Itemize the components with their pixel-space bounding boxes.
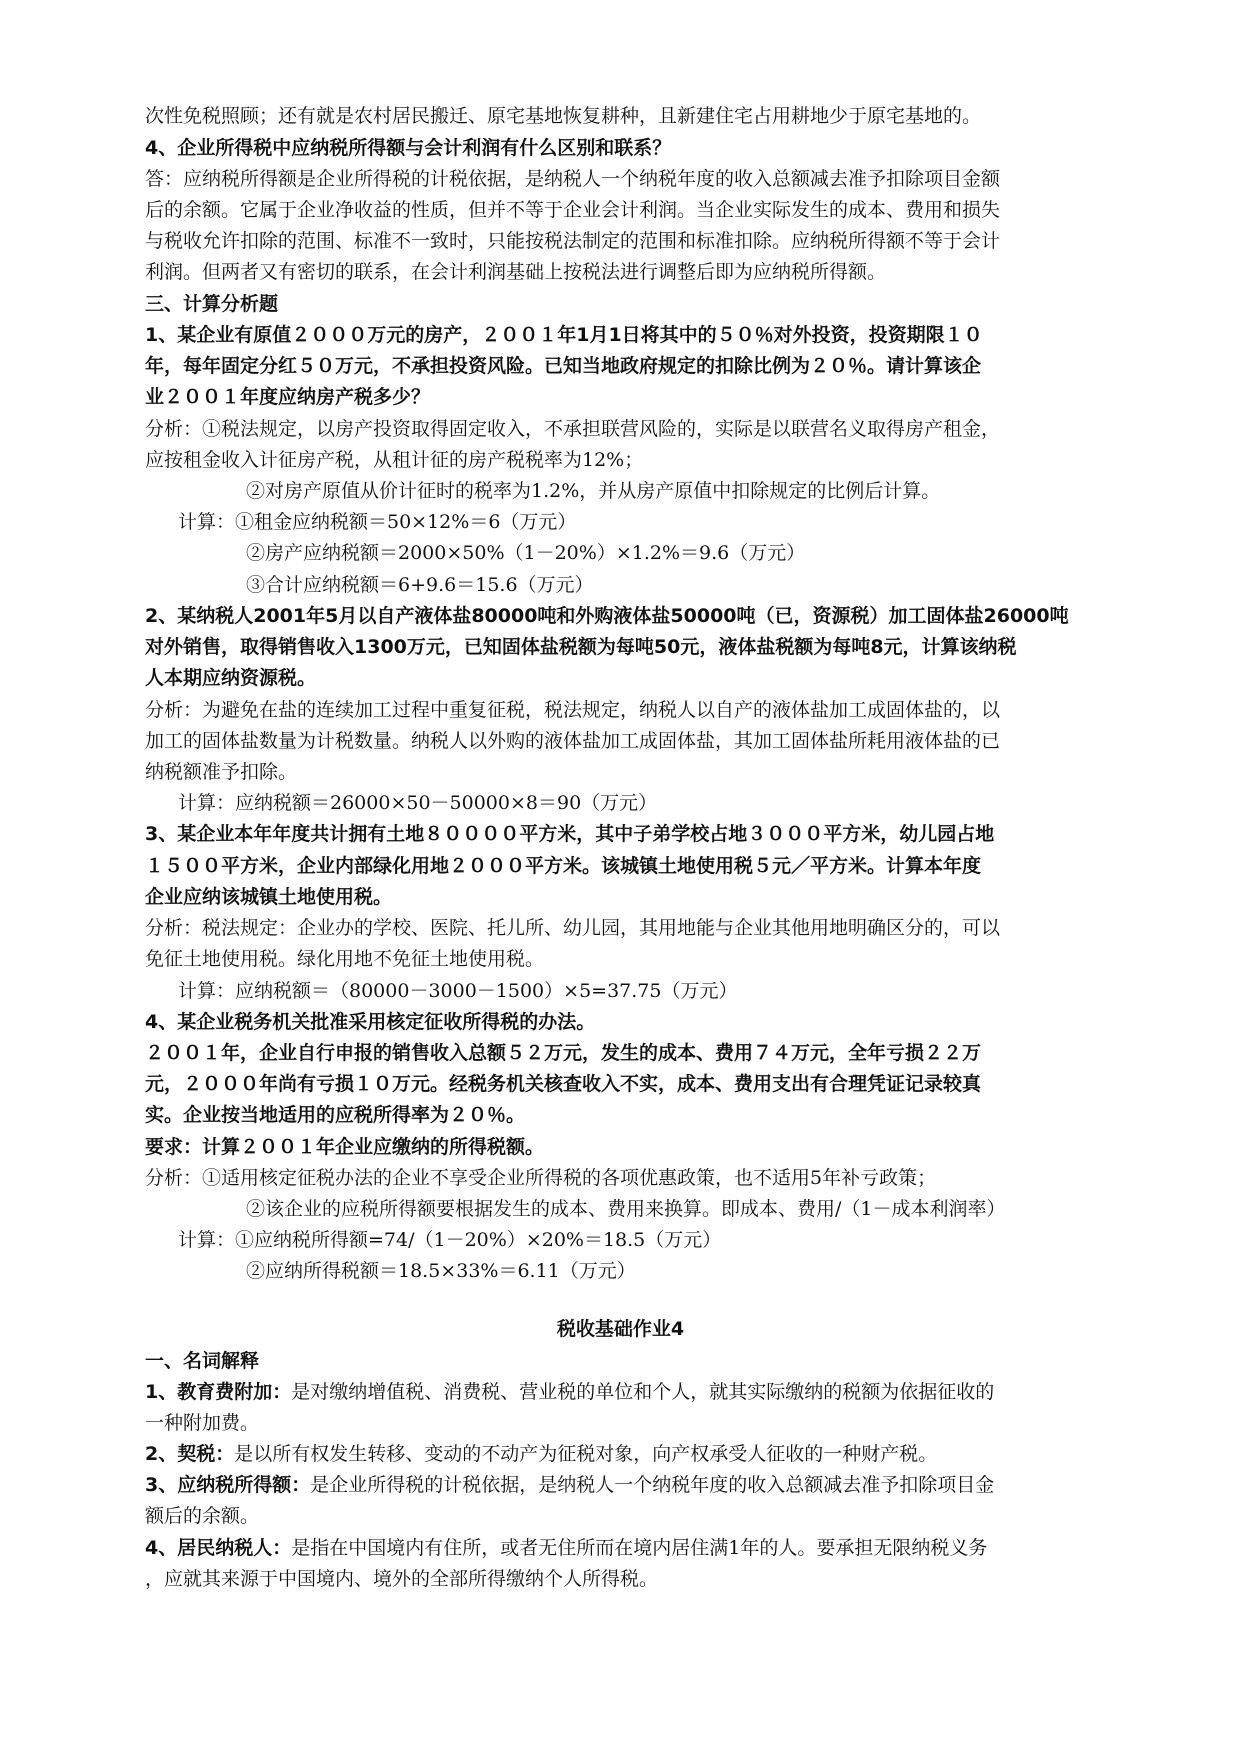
problem-text: 1、某企业有原值２０００万元的房产，２００１年1月1日将其中的５０％对外投资，投资期限１０ — [145, 324, 983, 346]
text-line: 答：应纳税所得额是企业所得税的计税依据，是纳税人一个纳税年度的收入总额减去准予扣除项目金额 — [145, 168, 1001, 190]
problem-text: 实。企业按当地适用的应税所得率为２０％。 — [145, 1104, 526, 1126]
term-label: 2、契税： — [145, 1443, 235, 1465]
definition-text: 是指在中国境内有住所，或者无住所而在境内居住满1年的人。要承担无限纳税义务 — [291, 1537, 988, 1559]
definition-line — [145, 1443, 937, 1465]
definition-text: 是企业所得税的计税依据，是纳税人一个纳税年度的收入总额减去准予扣除项目金 — [310, 1474, 995, 1496]
section-heading: 一、名词解释 — [145, 1350, 260, 1372]
problem-text: １５００平方米，企业内部绿化用地２０００平方米。该城镇土地使用税５元／平方米。计算本年度 — [145, 855, 982, 877]
definition-text: 是对缴纳增值税、消费税、营业税的单位和个人，就其实际缴纳的税额为依据征收的 — [291, 1381, 995, 1403]
problem-text: 要求：计算２００１年企业应缴纳的所得税额。 — [145, 1136, 545, 1158]
analysis-line: 分析：①适用核定征税办法的企业不享受企业所得税的各项优惠政策，也不适用5年补亏政策； — [145, 1167, 937, 1189]
calc-line: ②应纳所得税额＝18.5×33%＝6.11（万元） — [246, 1260, 636, 1282]
problem-text: 3、某企业本年年度共计拥有土地８００００平方米，其中子弟学校占地３０００平方米，幼儿园占地 — [145, 823, 995, 845]
question-heading: 4、企业所得税中应纳税所得额与会计利润有什么区别和联系？ — [145, 137, 672, 159]
assignment-title: 税收基础作业4 — [556, 1318, 685, 1340]
analysis-line: 纳税额准予扣除。 — [145, 761, 298, 783]
analysis-line: 分析：为避免在盐的连续加工过程中重复征税，税法规定，纳税人以自产的液体盐加工成固体盐的，以 — [145, 699, 1001, 721]
calc-line: ②房产应纳税额＝2000×50%（1－20%）×1.2%＝9.6（万元） — [246, 542, 806, 564]
term-label: 1、教育费附加： — [145, 1381, 292, 1403]
problem-text: 年，每年固定分红５０万元，不承担投资风险。已知当地政府规定的扣除比例为２０％。请计算该企 — [145, 355, 982, 377]
definition-line — [145, 1381, 994, 1403]
analysis-line: ②对房产原值从价计征时的税率为1.2%，并从房产原值中扣除规定的比例后计算。 — [246, 480, 941, 502]
definition-line: ，应就其来源于中国境内、境外的全部所得缴纳个人所得税。 — [145, 1568, 659, 1590]
definition-line — [145, 1474, 994, 1496]
problem-text: 4、某企业税务机关批准采用核定征收所得税的办法。 — [145, 1011, 596, 1033]
text-line: 利润。但两者又有密切的联系，在会计利润基础上按税法进行调整后即为应纳税所得额。 — [145, 261, 887, 283]
section-heading: 三、计算分析题 — [145, 293, 279, 315]
analysis-line: 加工的固体盐数量为计税数量。纳税人以外购的液体盐加工成固体盐，其加工固体盐所耗用液体盐的已 — [145, 730, 1001, 752]
analysis-line: 分析：税法规定：企业办的学校、医院、托儿所、幼儿园，其用地能与企业其他用地明确区分的，可以 — [145, 917, 1001, 939]
problem-text: 企业应纳该城镇土地使用税。 — [145, 886, 393, 908]
definition-line: 一种附加费。 — [145, 1412, 260, 1434]
calc-line: 计算：应纳税额＝（80000－3000－1500）×5=37.75（万元） — [178, 980, 738, 1002]
term-label: 3、应纳税所得额： — [145, 1474, 311, 1496]
calc-line: 计算：①租金应纳税额＝50×12%＝6（万元） — [178, 511, 577, 533]
problem-text: ２００１年，企业自行申报的销售收入总额５２万元，发生的成本、费用７４万元，全年亏损２２万 — [145, 1042, 982, 1064]
analysis-line: 应按租金收入计征房产税，从租计征的房产税税率为12%； — [145, 449, 644, 471]
problem-text: 对外销售，取得销售收入1300万元，已知固体盐税额为每吨50元，液体盐税额为每吨8元，计算该纳税 — [145, 636, 1017, 658]
analysis-line: 分析：①税法规定，以房产投资取得固定收入，不承担联营风险的，实际是以联营名义取得房产租金， — [145, 418, 1001, 440]
problem-text: 业２００１年度应纳房产税多少？ — [145, 386, 431, 408]
text-line: 与税收允许扣除的范围、标准不一致时，只能按税法制定的范围和标准扣除。应纳税所得额不等于会计 — [145, 230, 1001, 252]
analysis-line: ②该企业的应税所得额要根据发生的成本、费用来换算。即成本、费用/（1－成本利润率） — [246, 1198, 1006, 1220]
definition-text: 是以所有权发生转移、变动的不动产为征税对象，向产权承受人征收的一种财产税。 — [234, 1443, 938, 1465]
problem-text: 人本期应纳资源税。 — [145, 667, 317, 689]
text-line: 后的余额。它属于企业净收益的性质，但并不等于企业会计利润。当企业实际发生的成本、费用和损失 — [145, 199, 1001, 221]
calc-line: 计算：应纳税额＝26000×50－50000×8＝90（万元） — [178, 792, 658, 814]
problem-text: 元，２０００年尚有亏损１０万元。经税务机关核查收入不实，成本、费用支出有合理凭证记录较真 — [145, 1073, 982, 1095]
text-line: 次性免税照顾；还有就是农村居民搬迁、原宅基地恢复耕种，且新建住宅占用耕地少于原宅基地的。 — [145, 105, 982, 127]
term-label: 4、居民纳税人： — [145, 1537, 292, 1559]
calc-line: 计算：①应纳税所得额=74/（1－20%）×20%＝18.5（万元） — [178, 1229, 722, 1251]
definition-line: 额后的余额。 — [145, 1505, 260, 1527]
calc-line: ③合计应纳税额＝6+9.6＝15.6（万元） — [246, 574, 594, 596]
analysis-line: 免征土地使用税。绿化用地不免征土地使用税。 — [145, 948, 545, 970]
definition-line — [145, 1537, 987, 1559]
problem-text: 2、某纳税人2001年5月以自产液体盐80000吨和外购液体盐50000吨（已，资源税）加工固体盐26000吨 — [145, 605, 1069, 627]
